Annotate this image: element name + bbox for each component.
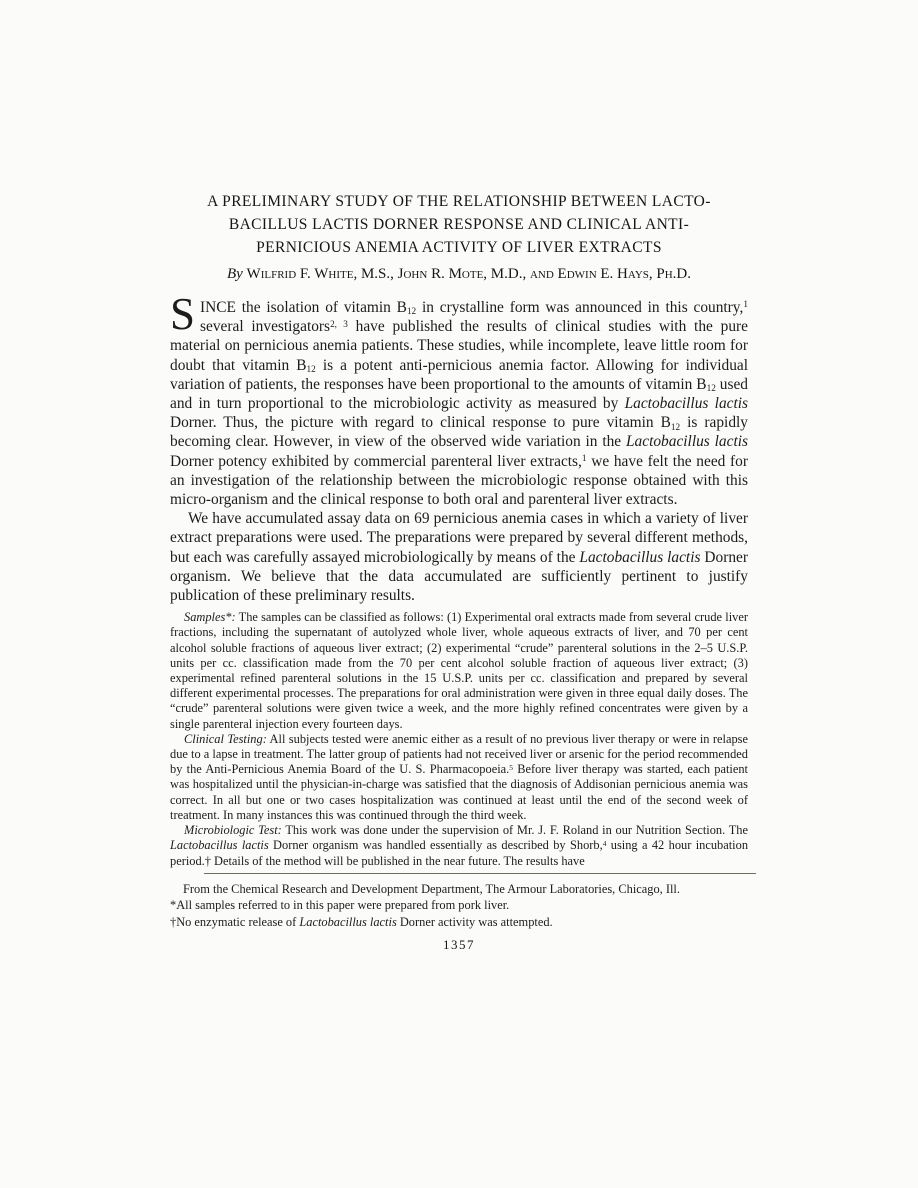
footnote-affiliation: From the Chemical Research and Development Department, The Armour Laboratories, Chicago, Ill.: [183, 881, 680, 896]
text-column: [170, 190, 748, 953]
footnote-divider: [204, 873, 756, 874]
title-line-1: A PRELIMINARY STUDY OF THE RELATIONSHIP BETWEEN LACTO-: [207, 193, 711, 210]
microbiologic-test-paragraph: Microbiologic Test: This work was done under the supervision of Mr. J. F. Roland in our Nutrition Section. The Lactobacillus lactis Dorner organism was handled essentially as described by Shorb,$^4$ using a 42 hour incubation period.† Details of the method will be published in the near future. The results have: [170, 823, 749, 868]
footnotes: [170, 881, 748, 931]
article-body: [170, 289, 749, 605]
title-line-3: PERNICIOUS ANEMIA ACTIVITY OF LIVER EXTRACTS: [256, 239, 662, 256]
intro-paragraph: SINCE the isolation of vitamin $B_{12}$ in crystalline form was announced in this country,$^1$ several investigators$^{2, 3}$ have published the results of clinical studies with the pure material on pernicious anemia patients. These studies, while incomplete, leave little room for doubt that vitamin $B_{12}$ is a potent anti-pernicious anemia factor. Allowing for individual variation of patients, the responses have been proportional to the amounts of vitamin $B_{12}$ used and in turn proportional to the microbiologic activity as measured by Lactobacillus lactis Dorner. Thus, the picture with regard to clinical response to pure vitamin $B_{12}$ is rapidly becoming clear. However, in view of the observed wide variation in the Lactobacillus lactis Dorner potency exhibited by commercial parenteral liver extracts,$^1$ we have felt the need for an investigation of the relationship between the microbiologic response obtained with this micro-organism and the clinical response to both oral and parenteral liver extracts.: [170, 289, 749, 509]
article-header: [170, 190, 748, 283]
footnote-asterisk: *All samples referred to in this paper were prepared from pork liver.: [170, 898, 510, 913]
article-title: [170, 190, 748, 259]
methods-section: [170, 610, 748, 868]
samples-paragraph: Samples*: The samples can be classified as follows: (1) Experimental oral extracts made from several crude liver fractions, including the supernatant of autolyzed whole liver, whole aqueous extracts of liver, and 70 per cent alcohol soluble fractions of aqueous liver extract; (2) experimental “crude” parenteral solutions in the 2–5 U.S.P. units per cc. classification made from the 70 per cent alcohol soluble fraction of aqueous liver extract; (3) experimental refined parenteral solutions in the 15 U.S.P. units per cc. classification and prepared by several different experimental processes. The preparations for oral administration were given in three equal daily doses. The “crude” parenteral solutions were given twice a week, and the more highly refined concentrates were given by a single parenteral injection every fourteen days.: [170, 610, 748, 731]
body-paragraph: We have accumulated assay data on 69 pernicious anemia cases in which a variety of liver extract preparations were used. The preparations were prepared by several different methods, but each was carefully assayed microbiologically by means of the Lactobacillus lactis Dorner organism. We believe that the data accumulated are sufficiently pertinent to justify publication of these preliminary results.: [170, 510, 749, 605]
clinical-testing-paragraph: Clinical Testing: All subjects tested were anemic either as a result of no previous liver therapy or were in relapse due to a lapse in treatment. The latter group of patients had not received liver or arsenic for the period recommended by the Anti-Pernicious Anemia Board of the U. S. Pharmacopoeia.$^5$ Before liver therapy was started, each patient was hospitalized until the physician-in-charge was satisfied that the diagnosis of Addisonian pernicious anemia was correct. In all but one or two cases hospitalization was continued at least until the end of the second week of treatment. In many instances this was continued through the third week.: [170, 731, 749, 822]
article-byline: By Wilfrid F. White, M.S., John R. Mote, M.D., and Edwin E. Hays, Ph.D.: [226, 266, 692, 282]
title-line-2: BACILLUS LACTIS DORNER RESPONSE AND CLINICAL ANTI-: [228, 216, 690, 233]
page-number: 1357: [443, 937, 475, 953]
drop-cap: S: [170, 289, 196, 339]
footnote-dagger: †No enzymatic release of Lactobacillus lactis Dorner activity was attempted.: [170, 914, 553, 929]
